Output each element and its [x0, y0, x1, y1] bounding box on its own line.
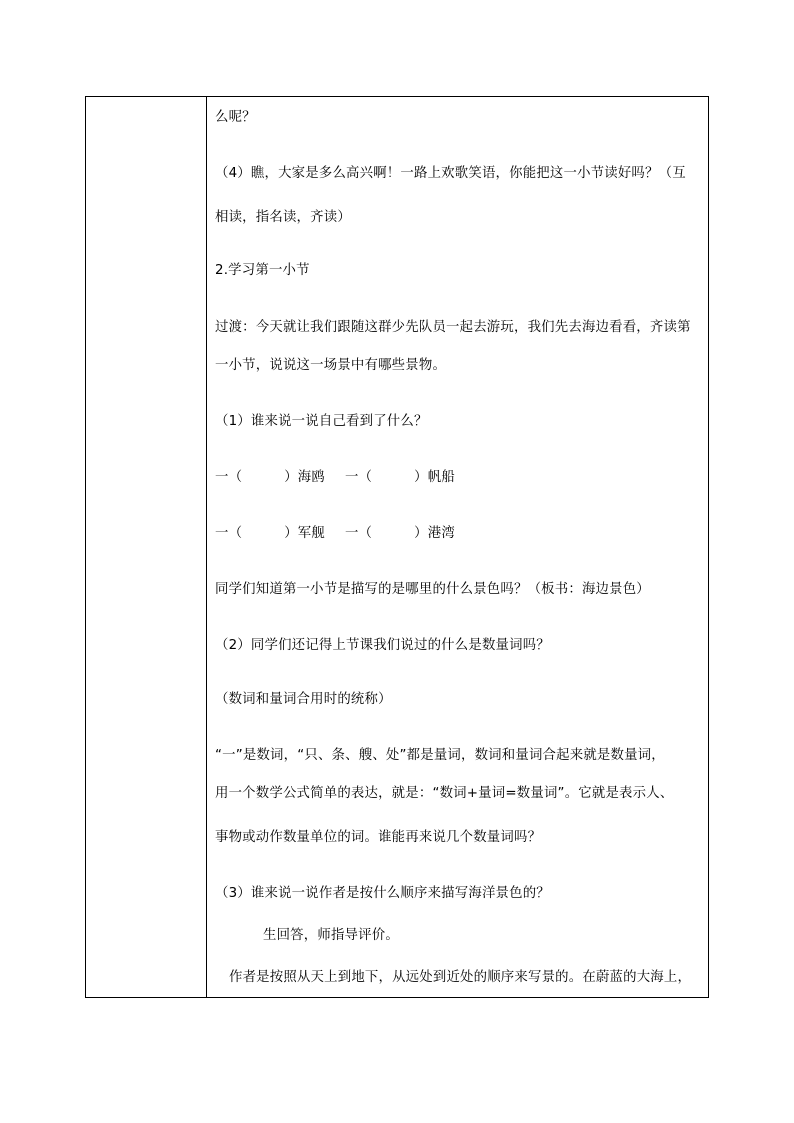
- blank-suffix: ）帆船: [414, 470, 455, 485]
- question-line: （3）谁来说一说作者是按什么顺序来描写海洋景色的？: [215, 886, 550, 901]
- section-heading: 2.学习第一小节: [215, 263, 310, 278]
- text-line: 一小节，说说这一场景中有哪些景物。: [215, 358, 447, 373]
- blank-prefix: 一（: [344, 526, 373, 541]
- text-line: 生回答，师指导评价。: [263, 928, 399, 943]
- blank-suffix: ）港湾: [414, 526, 455, 541]
- question-line: （1）谁来说一说自己看到了什么？: [215, 414, 428, 429]
- text-line: （数词和量词合用时的统称）: [215, 692, 392, 707]
- fill-blank-row: [215, 469, 455, 487]
- fill-blank-row: [215, 525, 455, 543]
- table-right-column: [207, 97, 708, 997]
- blank-prefix: 一（: [215, 470, 243, 485]
- text-line: 同学们知道第一小节是描写的是哪里的什么景色吗？（板书：海边景色）: [215, 582, 650, 597]
- text-line: （4）瞧，大家是多么高兴啊！一路上欢歌笑语，你能把这一小节读好吗？（互: [215, 166, 686, 181]
- text-line: 事物或动作数量单位的词。谁能再来说几个数量词吗？: [215, 830, 542, 845]
- lesson-table: [85, 96, 709, 998]
- blank-prefix: 一（: [215, 526, 243, 541]
- text-line: “一”是数词，“只、条、艘、处”都是量词，数词和量词合起来就是数量词，: [215, 748, 665, 763]
- question-line: （2）同学们还记得上节课我们说过的什么是数量词吗？: [215, 638, 550, 653]
- text-line: 过渡：今天就让我们跟随这群少先队员一起去游玩，我们先去海边看看，齐读第: [215, 320, 691, 335]
- table-left-column: [86, 97, 207, 997]
- text-line: 相读，指名读，齐读）: [215, 210, 351, 225]
- text-line: 么呢？: [215, 110, 256, 125]
- blank-suffix: ）海鸥: [284, 470, 325, 485]
- text-line: 用一个数学公式简单的表达，就是：“数词+量词=数量词”。它就是表示人、: [215, 786, 674, 801]
- blank-suffix: ）军舰: [284, 526, 325, 541]
- blank-prefix: 一（: [344, 470, 373, 485]
- text-line: 作者是按照从天上到地下，从远处到近处的顺序来写景的。在蔚蓝的大海上，: [229, 970, 692, 985]
